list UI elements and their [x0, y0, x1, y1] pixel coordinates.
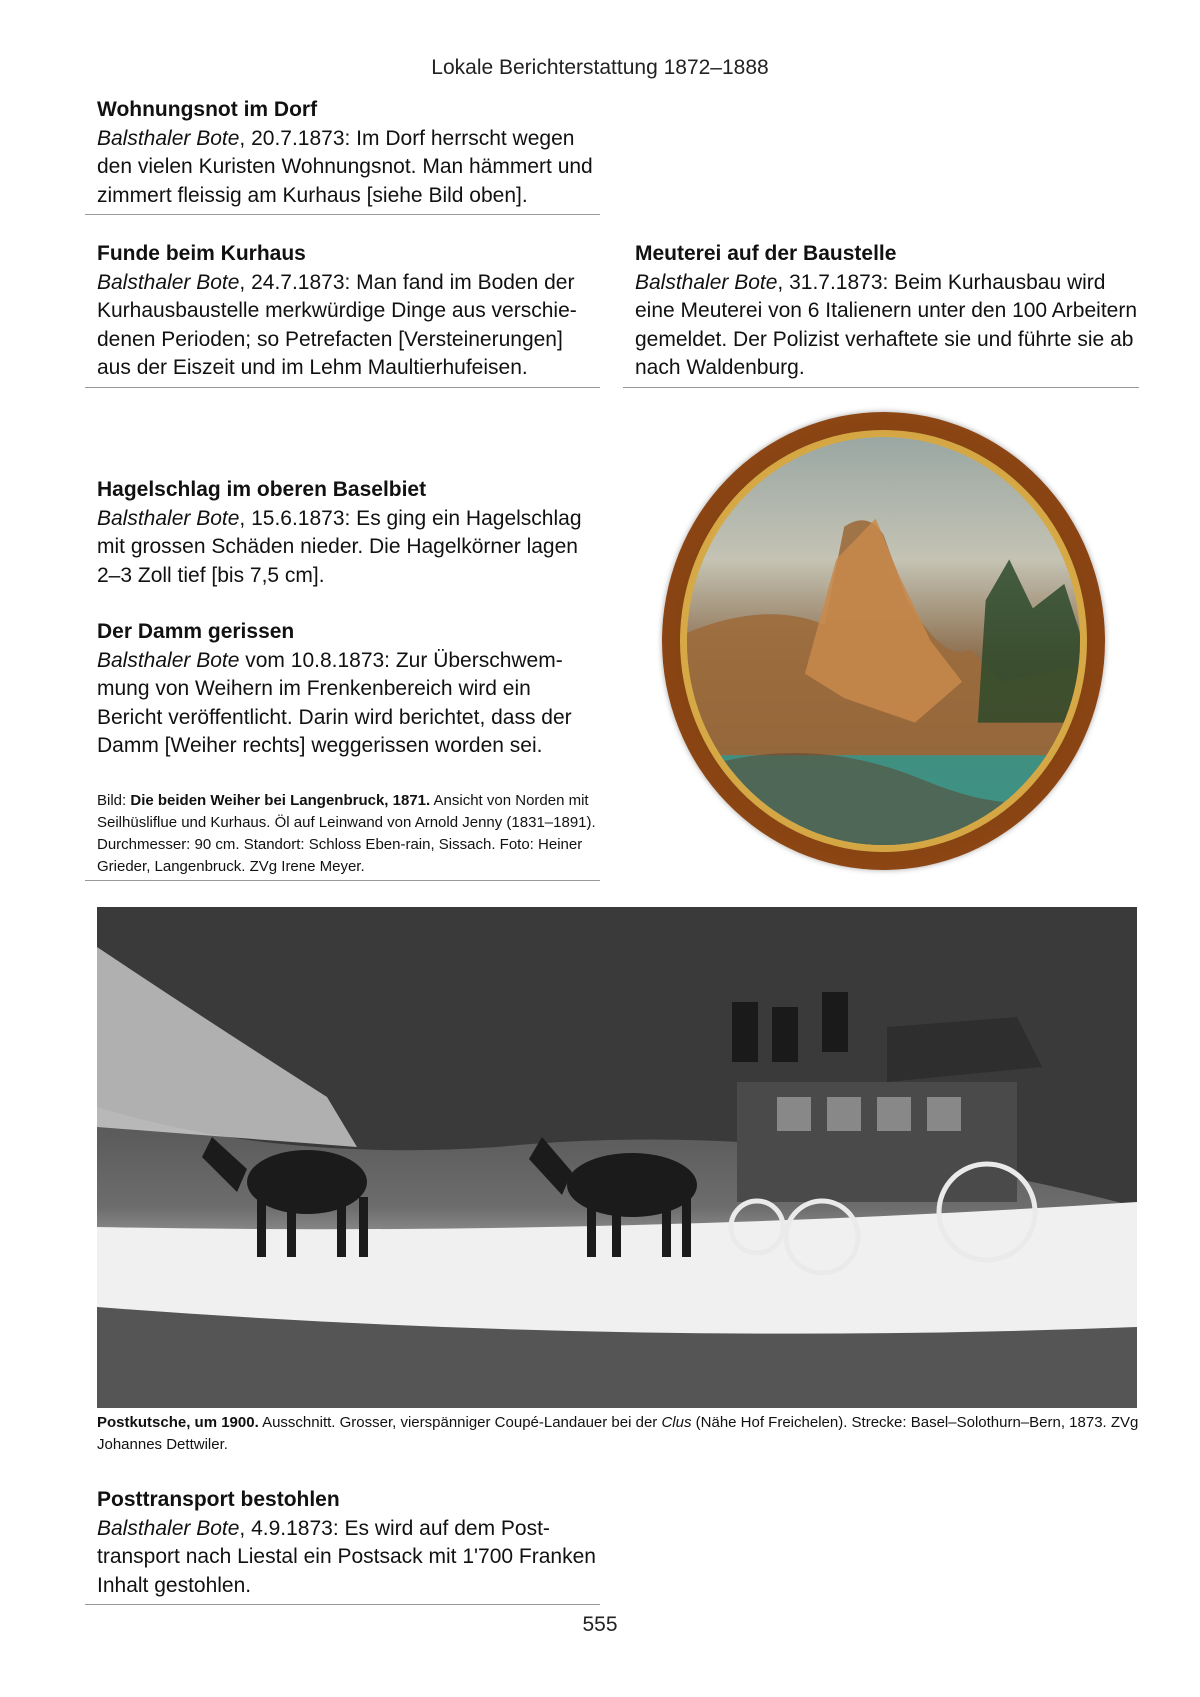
- source-name: Balsthaler Bote: [97, 506, 240, 530]
- article-damm: [97, 618, 597, 761]
- caption-text: Ansicht von Norden mit Seilhüsliflue und Kurhaus. Öl auf Leinwand von Arnold Jenny (1831–1891). Durchmesser: 90 cm. Standort: Schloss Eben-rain, Sissach. Foto: Heiner Grieder, Langenbruck. ZVg Irene Meyer.: [97, 792, 596, 875]
- article-body: [97, 647, 597, 761]
- article-body: [635, 269, 1139, 383]
- caption-text-2: (Nähe Hof Freichelen). Strecke: Basel–Solothurn–Bern, 1873. ZVg Johannes Dettwiler.: [97, 1414, 1139, 1453]
- source-name: Balsthaler Bote: [635, 270, 778, 294]
- painting-canvas: [687, 437, 1080, 845]
- article-text: , 15.6.1873: Es ging ein Hagelschlag mit grossen Schäden nieder. Die Hagelkörner lagen 2–3 Zoll tief [bis 7,5 cm].: [97, 506, 582, 587]
- page-number: 555: [582, 1613, 618, 1636]
- caption-title: Postkutsche, um 1900.: [97, 1414, 259, 1431]
- article-text: , 20.7.1873: Im Dorf herrscht wegen den vielen Kuristen Wohnungsnot. Man hämmert und zimmert fleissig am Kurhaus [siehe Bild oben].: [97, 126, 593, 207]
- article-wohnungsnot: [85, 96, 600, 215]
- painting-image: [662, 412, 1105, 870]
- article-text: vom 10.8.1873: Zur Überschwem-mung von Weihern im Frenkenbereich wird ein Bericht veröffentlicht. Darin wird berichtet, dass der Damm [Weiher rechts] weggerissen worden sei.: [97, 648, 572, 757]
- source-name: Balsthaler Bote: [97, 1516, 240, 1540]
- article-body: [97, 1515, 600, 1601]
- stagecoach-scene: [97, 907, 1137, 1408]
- article-title: Funde beim Kurhaus: [97, 242, 306, 265]
- article-title: Der Damm gerissen: [97, 620, 295, 643]
- caption-title: Die beiden Weiher bei Langenbruck, 1871.: [130, 792, 431, 809]
- painting-caption: [85, 790, 600, 881]
- article-title: Wohnungsnot im Dorf: [97, 98, 318, 121]
- running-header: Lokale Berichterstattung 1872–1888: [431, 56, 769, 79]
- article-meuterei: [623, 240, 1139, 388]
- source-name: Balsthaler Bote: [97, 648, 240, 672]
- article-body: [97, 269, 600, 383]
- article-body: [97, 125, 600, 211]
- article-body: [97, 505, 597, 591]
- painting-landscape: [687, 437, 1080, 845]
- article-title: Posttransport bestohlen: [97, 1488, 340, 1511]
- article-text: , 4.9.1873: Es wird auf dem Post-transport nach Liestal ein Postsack mit 1'700 Franken Inhalt gestohlen.: [97, 1516, 596, 1597]
- caption-prefix: Bild:: [97, 792, 131, 809]
- photo-caption: [97, 1412, 1142, 1456]
- article-title: Meuterei auf der Baustelle: [635, 242, 897, 265]
- caption-text: Ausschnitt. Grosser, vierspänniger Coupé-Landauer bei der: [258, 1414, 662, 1431]
- article-hagel: [97, 476, 597, 590]
- article-post: [85, 1486, 600, 1605]
- article-title: Hagelschlag im oberen Baselbiet: [97, 478, 427, 501]
- source-name: Balsthaler Bote: [97, 126, 240, 150]
- stagecoach-photo: [97, 907, 1137, 1408]
- caption-place: Clus: [661, 1414, 692, 1431]
- source-name: Balsthaler Bote: [97, 270, 240, 294]
- article-text: , 24.7.1873: Man fand im Boden der Kurhausbaustelle merkwürdige Dinge aus verschie-denen Perioden; so Petrefacten [Versteinerungen] aus der Eiszeit und im Lehm Maultierhufeisen.: [97, 270, 577, 379]
- article-text: , 31.7.1873: Beim Kurhausbau wird eine Meuterei von 6 Italienern unter den 100 Arbeitern gemeldet. Der Polizist verhaftete sie und führte sie ab nach Waldenburg.: [635, 270, 1138, 379]
- article-funde: [85, 240, 600, 388]
